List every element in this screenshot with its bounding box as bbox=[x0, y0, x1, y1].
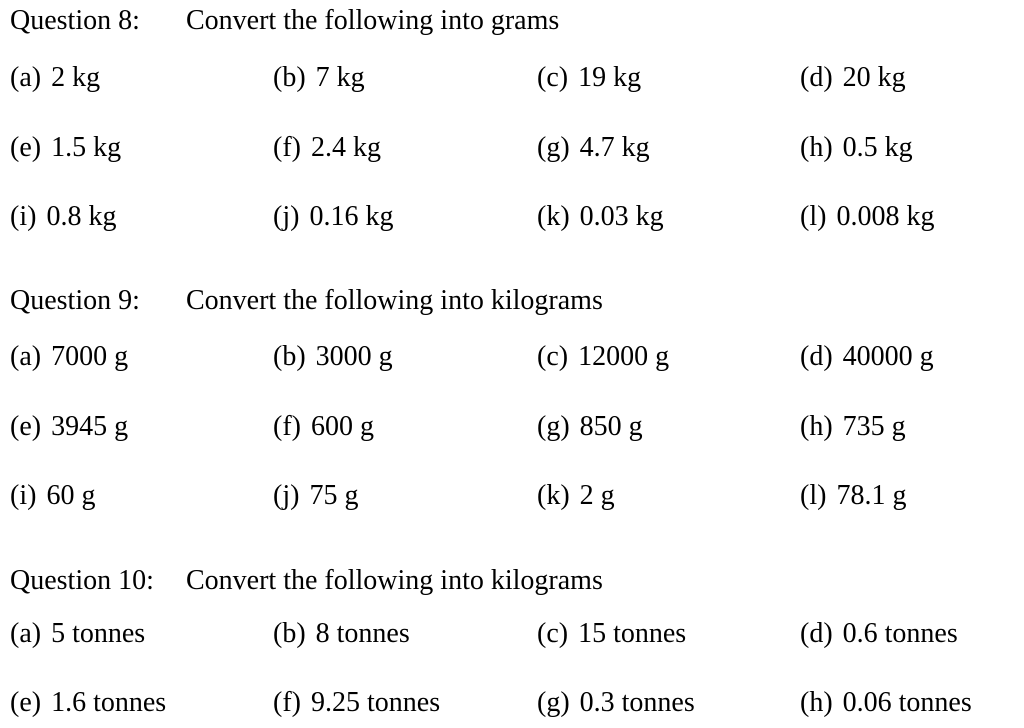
item-value: 735 g bbox=[842, 411, 906, 442]
item-letter: (b) bbox=[273, 62, 306, 93]
question-8-item-c bbox=[537, 61, 641, 95]
item-letter: (d) bbox=[800, 62, 833, 93]
item-value: 20 kg bbox=[842, 62, 906, 93]
item-letter: (b) bbox=[273, 341, 306, 372]
question-9-item-l bbox=[800, 479, 906, 513]
item-letter: (j) bbox=[273, 480, 300, 511]
item-value: 15 tonnes bbox=[578, 618, 687, 649]
item-value: 75 g bbox=[309, 480, 359, 511]
question-9-item-a bbox=[10, 340, 128, 374]
question-8-item-k bbox=[537, 200, 664, 234]
question-8-item-i bbox=[10, 200, 116, 234]
question-10-instruction: Convert the following into kilograms bbox=[186, 565, 603, 596]
item-value: 600 g bbox=[310, 411, 374, 442]
question-8-instruction: Convert the following into grams bbox=[186, 5, 560, 36]
item-letter: (a) bbox=[10, 341, 42, 372]
item-value: 0.6 tonnes bbox=[842, 618, 958, 649]
item-letter: (g) bbox=[537, 411, 570, 442]
item-value: 0.16 kg bbox=[309, 201, 394, 232]
question-10-item-h bbox=[800, 686, 972, 720]
item-letter: (j) bbox=[273, 201, 300, 232]
question-8-item-d bbox=[800, 61, 906, 95]
question-9-item-e bbox=[10, 410, 128, 444]
question-10-item-f bbox=[273, 686, 440, 720]
question-8-item-g bbox=[537, 131, 650, 165]
question-8-item-b bbox=[273, 61, 365, 95]
item-letter: (i) bbox=[10, 201, 37, 232]
question-8-label: Question 8: bbox=[10, 5, 140, 36]
item-letter: (g) bbox=[537, 132, 570, 163]
item-value: 0.5 kg bbox=[842, 132, 913, 163]
question-9-item-c bbox=[537, 340, 669, 374]
item-letter: (l) bbox=[800, 201, 827, 232]
item-letter: (c) bbox=[537, 618, 569, 649]
item-value: 0.008 kg bbox=[836, 201, 935, 232]
question-9-item-g bbox=[537, 410, 643, 444]
question-8-item-e bbox=[10, 131, 121, 165]
question-9-heading bbox=[10, 284, 603, 318]
item-value: 850 g bbox=[579, 411, 643, 442]
question-9-label: Question 9: bbox=[10, 285, 140, 316]
question-9-item-j bbox=[273, 479, 358, 513]
question-9-item-f bbox=[273, 410, 374, 444]
question-10-item-d bbox=[800, 617, 958, 651]
question-9-item-k bbox=[537, 479, 615, 513]
item-letter: (a) bbox=[10, 62, 42, 93]
question-10-heading bbox=[10, 564, 603, 598]
item-value: 4.7 kg bbox=[579, 132, 650, 163]
item-letter: (e) bbox=[10, 132, 42, 163]
item-value: 19 kg bbox=[578, 62, 642, 93]
item-value: 0.3 tonnes bbox=[579, 687, 695, 718]
question-8-item-j bbox=[273, 200, 393, 234]
item-value: 3000 g bbox=[315, 341, 393, 372]
item-value: 0.03 kg bbox=[579, 201, 664, 232]
item-value: 2 kg bbox=[51, 62, 101, 93]
question-10-item-b bbox=[273, 617, 410, 651]
item-value: 8 tonnes bbox=[315, 618, 410, 649]
item-letter: (l) bbox=[800, 480, 827, 511]
question-9-item-b bbox=[273, 340, 393, 374]
item-value: 3945 g bbox=[51, 411, 129, 442]
question-8-item-l bbox=[800, 200, 934, 234]
question-10-item-g bbox=[537, 686, 695, 720]
item-letter: (c) bbox=[537, 62, 569, 93]
item-letter: (f) bbox=[273, 132, 301, 163]
item-value: 60 g bbox=[46, 480, 96, 511]
item-value: 5 tonnes bbox=[51, 618, 146, 649]
question-10-label: Question 10: bbox=[10, 565, 154, 596]
item-letter: (e) bbox=[10, 411, 42, 442]
item-letter: (h) bbox=[800, 411, 833, 442]
item-value: 78.1 g bbox=[836, 480, 907, 511]
item-letter: (d) bbox=[800, 618, 833, 649]
question-8-heading bbox=[10, 4, 559, 38]
item-value: 7000 g bbox=[51, 341, 129, 372]
question-10-item-c bbox=[537, 617, 686, 651]
item-letter: (i) bbox=[10, 480, 37, 511]
item-value: 2 g bbox=[579, 480, 615, 511]
item-letter: (g) bbox=[537, 687, 570, 718]
item-letter: (k) bbox=[537, 201, 570, 232]
question-9-item-i bbox=[10, 479, 95, 513]
item-value: 7 kg bbox=[315, 62, 365, 93]
item-letter: (f) bbox=[273, 687, 301, 718]
question-10-item-a bbox=[10, 617, 145, 651]
item-value: 1.5 kg bbox=[51, 132, 122, 163]
item-letter: (h) bbox=[800, 132, 833, 163]
item-value: 0.06 tonnes bbox=[842, 687, 972, 718]
question-9-item-d bbox=[800, 340, 934, 374]
question-9-instruction: Convert the following into kilograms bbox=[186, 285, 603, 316]
question-8-item-h bbox=[800, 131, 913, 165]
item-value: 0.8 kg bbox=[46, 201, 117, 232]
item-value: 1.6 tonnes bbox=[51, 687, 167, 718]
item-value: 40000 g bbox=[842, 341, 934, 372]
question-8-item-f bbox=[273, 131, 381, 165]
item-value: 12000 g bbox=[578, 341, 670, 372]
item-letter: (f) bbox=[273, 411, 301, 442]
item-letter: (a) bbox=[10, 618, 42, 649]
question-9-item-h bbox=[800, 410, 906, 444]
item-letter: (d) bbox=[800, 341, 833, 372]
question-8-item-a bbox=[10, 61, 100, 95]
item-letter: (k) bbox=[537, 480, 570, 511]
item-letter: (c) bbox=[537, 341, 569, 372]
item-letter: (b) bbox=[273, 618, 306, 649]
item-value: 9.25 tonnes bbox=[310, 687, 441, 718]
item-value: 2.4 kg bbox=[310, 132, 381, 163]
item-letter: (e) bbox=[10, 687, 42, 718]
question-10-item-e bbox=[10, 686, 166, 720]
item-letter: (h) bbox=[800, 687, 833, 718]
